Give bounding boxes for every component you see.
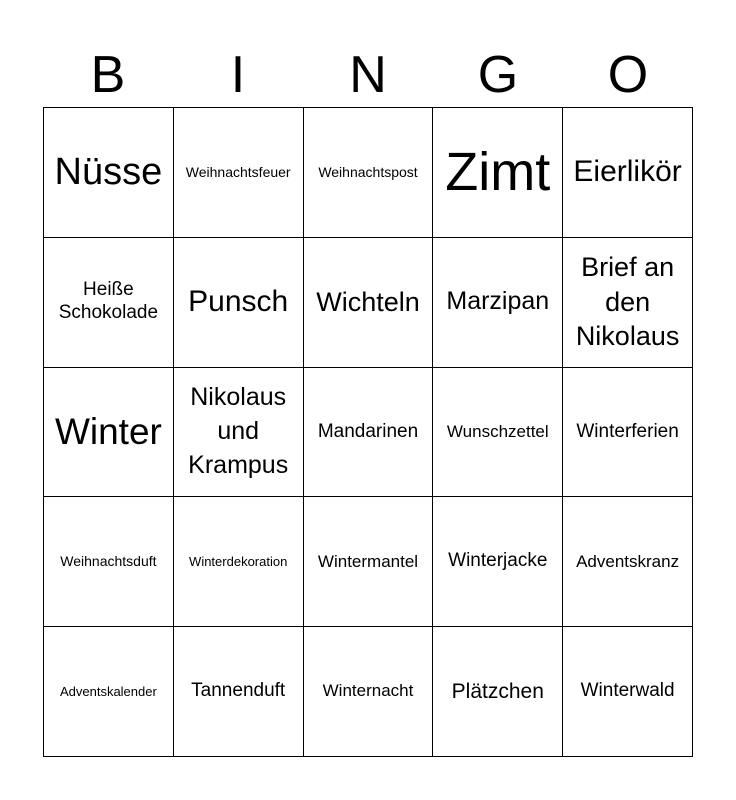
bingo-cell[interactable]: Weihnachtsduft bbox=[44, 497, 174, 627]
bingo-cell[interactable]: Adventskranz bbox=[563, 497, 693, 627]
bingo-cell[interactable]: Winterjacke bbox=[433, 497, 563, 627]
bingo-cell[interactable]: Marzipan bbox=[433, 238, 563, 368]
header-letter-i: I bbox=[230, 46, 246, 104]
bingo-header bbox=[43, 42, 693, 108]
bingo-cell[interactable]: Wintermantel bbox=[304, 497, 434, 627]
bingo-cell[interactable]: Nüsse bbox=[44, 108, 174, 238]
header-letter-o: O bbox=[607, 46, 649, 104]
bingo-cell[interactable]: Winterdekoration bbox=[174, 497, 304, 627]
bingo-cell[interactable]: Wichteln bbox=[304, 238, 434, 368]
header-letter-g: G bbox=[477, 46, 519, 104]
bingo-cell[interactable]: Punsch bbox=[174, 238, 304, 368]
header-letter-n: N bbox=[349, 46, 387, 104]
bingo-cell[interactable]: Zimt bbox=[433, 108, 563, 238]
bingo-cell[interactable]: Adventskalender bbox=[44, 627, 174, 757]
header-letter-b: B bbox=[90, 46, 126, 104]
bingo-cell[interactable]: Nikolaus und Krampus bbox=[174, 368, 304, 498]
bingo-cell[interactable]: Tannenduft bbox=[174, 627, 304, 757]
bingo-cell[interactable]: Plätzchen bbox=[433, 627, 563, 757]
bingo-cell[interactable]: Brief an den Nikolaus bbox=[563, 238, 693, 368]
bingo-cell[interactable]: Winterwald bbox=[563, 627, 693, 757]
bingo-cell[interactable]: Heiße Schokolade bbox=[44, 238, 174, 368]
bingo-cell[interactable]: Winterferien bbox=[563, 368, 693, 498]
bingo-cell[interactable]: Mandarinen bbox=[304, 368, 434, 498]
bingo-cell[interactable]: Winter bbox=[44, 368, 174, 498]
bingo-board bbox=[43, 107, 693, 757]
bingo-cell[interactable]: Weihnachtspost bbox=[304, 108, 434, 238]
bingo-cell[interactable]: Winternacht bbox=[304, 627, 434, 757]
bingo-cell[interactable]: Wunschzettel bbox=[433, 368, 563, 498]
bingo-cell[interactable]: Eierlikör bbox=[563, 108, 693, 238]
bingo-cell[interactable]: Weihnachtsfeuer bbox=[174, 108, 304, 238]
